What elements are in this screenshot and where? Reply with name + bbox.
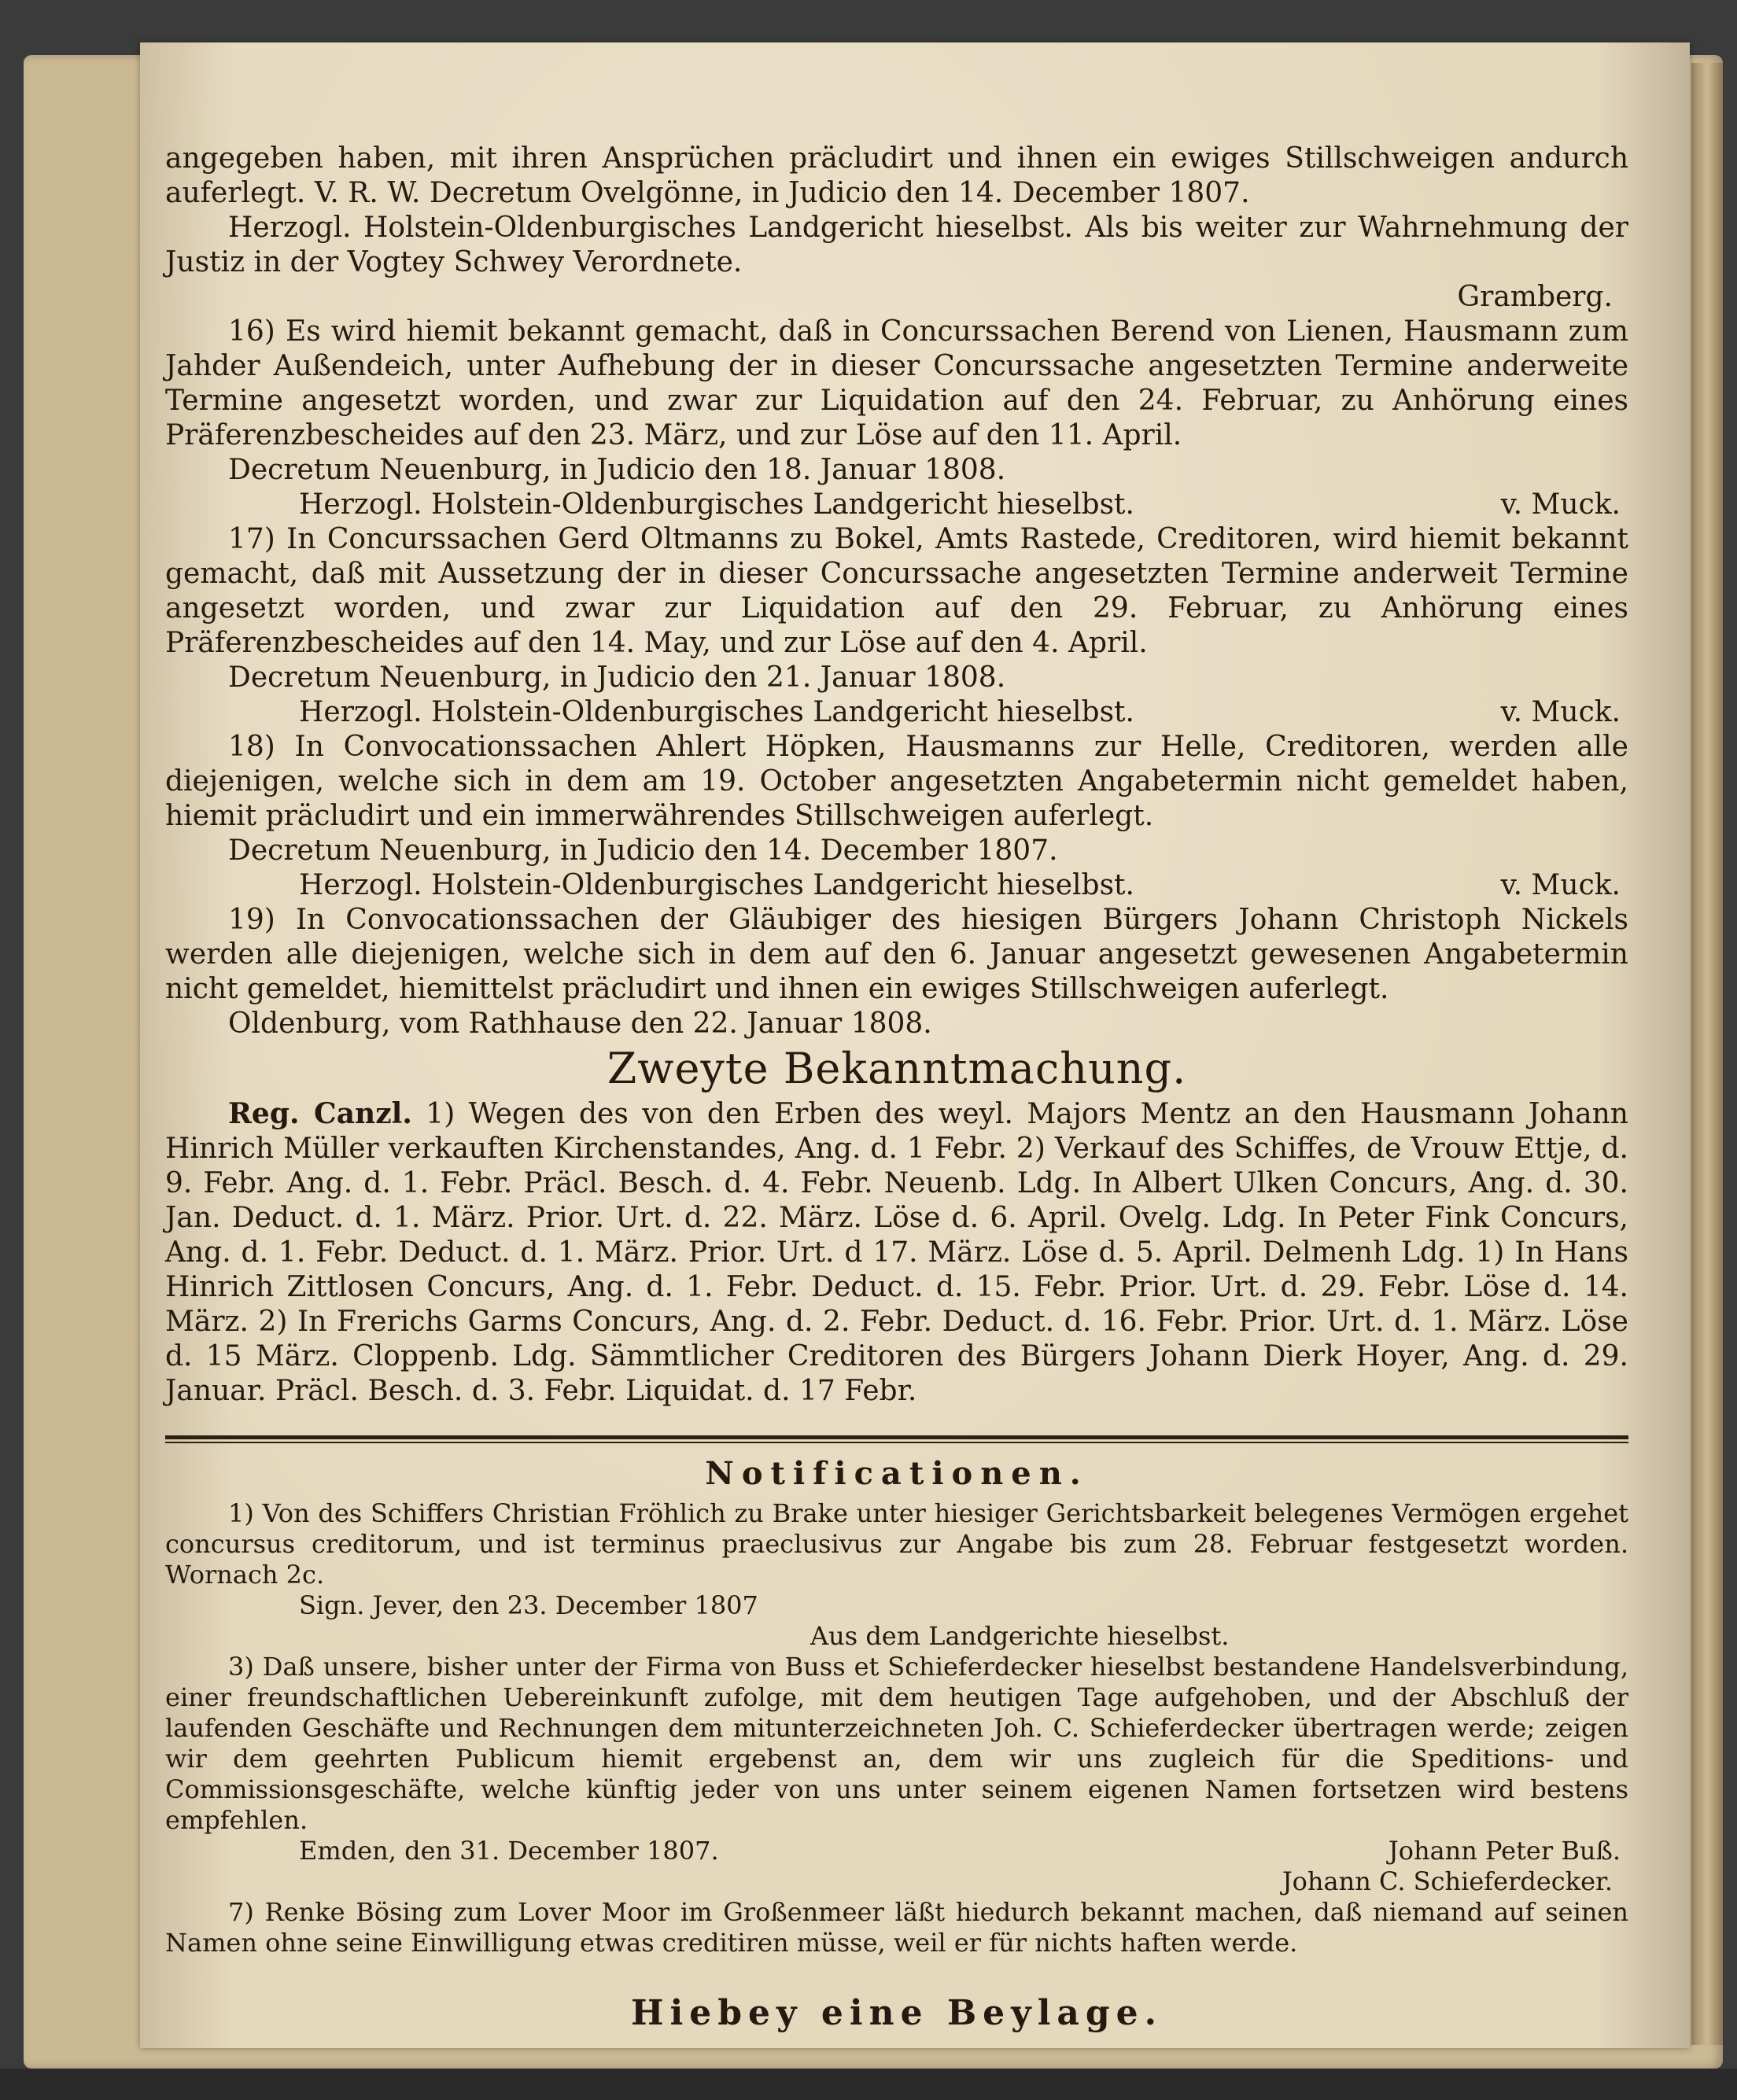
divider-thin	[165, 1442, 1628, 1443]
notification-item: 3) Daß unsere, bisher unter der Firma von Buss et Schieferdecker hieselbst bestandene Handelsverbindung, einer freundschaftlichen Uebereinkunft zufolge, mit dem heutigen Tage aufgehoben, und der Abschluß der laufenden Geschäfte und Rechnungen dem mitunterzeichneten Joh. C. Schieferdecker übertragen werde; zeigen wir dem geehrten Publicum hiemit ergebenst an, dem wir uns zugleich für die Speditions- und Commissionsgeschäfte, welche künftig jeder von uns unter seinem eigenen Namen fortsetzen wird bestens empfehlen.	[165, 1652, 1628, 1835]
signature-line	[165, 488, 1628, 522]
notice-19: 19) In Convocationssachen der Gläubiger des hiesigen Bürgers Johann Christoph Nickels werden alle diejenigen, welche sich in dem auf den 6. Januar angesetzt gewesenen Angabetermin nicht gemeldet, hiemittelst präcludirt und ihnen ein ewiges Stillschweigen auferlegt.	[165, 904, 1628, 1005]
signature-line	[165, 868, 1628, 903]
notice-16: 16) Es wird hiemit bekannt gemacht, daß in Concurssachen Berend von Lienen, Hausmann zum Jahder Außendeich, unter Aufhebung der in dieser Concurssache angesetzten Termine anderweite Termine angesetzt worden, und zwar zur Liquidation auf den 24. Februar, zu Anhörung eines Präferenzbescheides auf den 23. März, und zur Löse auf den 11. April.	[165, 315, 1628, 451]
decretum-line: Decretum Neuenburg, in Judicio den 14. December 1807.	[228, 834, 1058, 867]
signature-name: v. Muck.	[1500, 488, 1621, 521]
divider-thick	[165, 1435, 1628, 1439]
book-right-edge	[1691, 63, 1723, 2045]
decretum-line: Decretum Neuenburg, in Judicio den 18. Januar 1808.	[228, 454, 1006, 486]
notifications-heading: Notificationen.	[705, 1455, 1089, 1492]
second-announcement	[165, 1096, 1628, 1409]
supplement-note: Hiebey eine Beylage.	[631, 1993, 1163, 2033]
desk-background	[0, 2069, 1737, 2100]
signature-line	[165, 695, 1628, 730]
notice-18: 18) In Convocationssachen Ahlert Höpken, Hausmanns zur Helle, Creditoren, werden alle diejenigen, welche sich in dem am 19. October angesetzten Angabetermin nicht gemeldet haben, hiemit präcludirt und ein immerwährendes Stillschweigen auferlegt.	[165, 731, 1628, 832]
paragraph-authority: Herzogl. Holstein-Oldenburgisches Landgericht hieselbst. Als bis weiter zur Wahrnehmung der Justiz in der Vogtey Schwey Verordnete.	[165, 212, 1628, 278]
second-announcement-text: 1) Wegen des von den Erben des weyl. Majors Mentz an den Hausmann Johann Hinrich Müller verkauften Kirchenstandes, Ang. d. 1 Febr. 2) Verkauf des Schiffes, de Vrouw Ettje, d. 9. Febr. Ang. d. 1. Febr. Präcl. Besch. d. 4. Febr. Neuenb. Ldg. In Albert Ulken Concurs, Ang. d. 30. Jan. Deduct. d. 1. März. Prior. Urt. d. 22. März. Löse d. 6. April. Ovelg. Ldg. In Peter Fink Concurs, Ang. d. 1. Febr. Deduct. d. 1. März. Prior. Urt. d 17. März. Löse d. 5. April. Delmenh Ldg. 1) In Hans Hinrich Zittlosen Concurs, Ang. d. 1. Febr. Deduct. d. 15. Febr. Prior. Urt. d. 29. Febr. Löse d. 14. März. 2) In Frerichs Garms Concurs, Ang. d. 2. Febr. Deduct. d. 16. Febr. Prior. Urt. d. 1. März. Löse d. 15 März. Cloppenb. Ldg. Sämmtlicher Creditoren des Bürgers Johann Dierk Hoyer, Ang. d. 29. Januar. Präcl. Besch. d. 3. Febr. Liquidat. d. 17 Febr.	[165, 1098, 1628, 1407]
notification-signature-2: Johann C. Schieferdecker.	[1282, 1866, 1613, 1896]
notification-item: 1) Von des Schiffers Christian Fröhlich zu Brake unter hiesiger Gerichtsbarkeit belegenes Vermögen ergehet concursus creditorum, und ist terminus praeclusivus zur Angabe bis zum 28. Februar festgesetzt worden. Wornach 2c.	[165, 1498, 1628, 1590]
notice-17: 17) In Concurssachen Gerd Oltmanns zu Bokel, Amts Rastede, Creditoren, wird hiemit bekannt gemacht, daß mit Aussetzung der in dieser Concurssache angesetzten Termine anderweit Termine angesetzt worden, und zwar zur Liquidation auf den 29. Februar, zu Anhörung eines Präferenzbescheides auf den 14. May, und zur Löse auf den 4. April.	[165, 523, 1628, 659]
notification-list	[165, 1498, 1628, 1958]
paragraph-intro: angegeben haben, mit ihren Ansprüchen präcludirt und ihnen ein ewiges Stillschweigen andurch auferlegt. V. R. W. Decretum Ovelgönne, in Judicio den 14. December 1807.	[165, 142, 1628, 209]
court-name: Herzogl. Holstein-Oldenburgisches Landgericht hieselbst.	[299, 488, 1134, 521]
signature-name: v. Muck.	[1500, 869, 1621, 901]
signature-name: v. Muck.	[1500, 696, 1621, 728]
notification-signature: Johann Peter Buß.	[1388, 1836, 1621, 1866]
notification-sign-line	[165, 1836, 1628, 1866]
decretum-line: Decretum Neuenburg, in Judicio den 21. Januar 1808.	[228, 661, 1006, 694]
notification-place: Sign. Jever, den 23. December 1807	[299, 1590, 758, 1620]
notification-place: Emden, den 31. December 1807.	[299, 1836, 719, 1866]
court-name: Herzogl. Holstein-Oldenburgisches Landgericht hieselbst.	[299, 696, 1134, 728]
court-name: Herzogl. Holstein-Oldenburgisches Landgericht hieselbst.	[299, 869, 1134, 901]
oldenburg-line: Oldenburg, vom Rathhause den 22. Januar 1808.	[228, 1008, 932, 1040]
notification-signature: Aus dem Landgerichte hieselbst.	[810, 1621, 1230, 1651]
document-text	[165, 142, 1628, 2072]
reg-canzl-label: Reg. Canzl.	[228, 1097, 412, 1130]
signature-gramberg: Gramberg.	[1457, 281, 1613, 313]
section-heading: Zweyte Bekanntmachung.	[607, 1044, 1187, 1093]
notification-item: 7) Renke Bösing zum Lover Moor im Großenmeer läßt hiedurch bekannt machen, daß niemand auf seinen Namen ohne seine Einwilligung etwas creditiren müsse, weil er für nichts haften werde.	[165, 1897, 1628, 1958]
